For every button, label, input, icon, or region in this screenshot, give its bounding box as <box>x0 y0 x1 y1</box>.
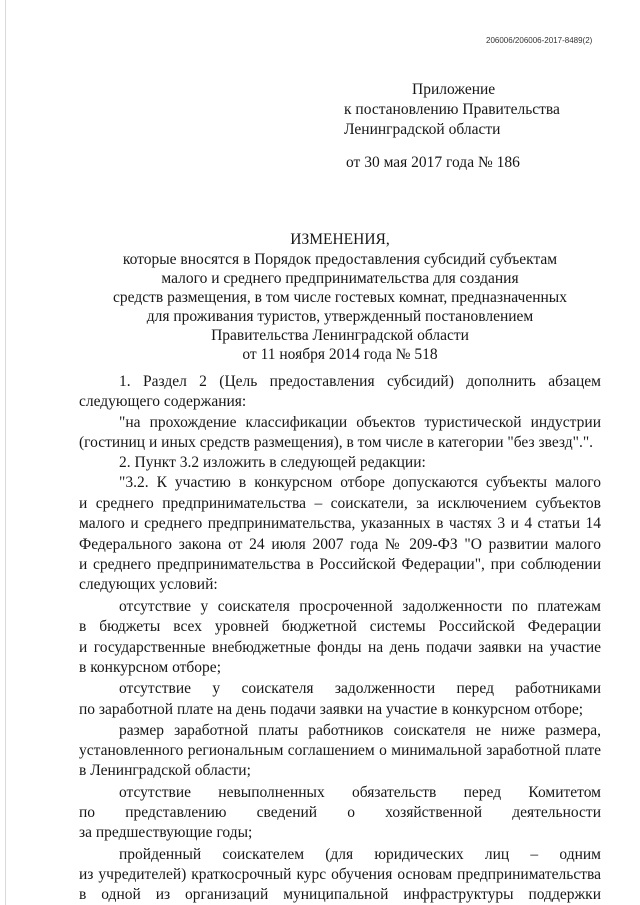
body-line: и среднего предпринимательства в Российской Федерации", при соблюдении <box>79 556 601 573</box>
title-line: которые вносятся в Порядок предоставления субсидий субъектам <box>122 251 558 268</box>
title-line: малого и среднего предпринимательства для создания <box>161 270 519 287</box>
body-line: "на прохождение классификации объектов туристической индустрии <box>119 414 601 431</box>
body-line: в конкурсном отборе; <box>79 659 221 676</box>
body-line: в Ленинградской области; <box>79 762 251 779</box>
body-line: размер заработной платы работников соискателя не ниже размера, <box>119 722 601 739</box>
body-line: 1. Раздел 2 (Цель предоставления субсидий) дополнить абзацем <box>119 373 601 390</box>
body-line: следующего содержания: <box>79 393 247 410</box>
body-line: отсутствие у соискателя задолженности перед работниками <box>119 680 601 697</box>
body-line: 2. Пункт 3.2 изложить в следующей редакции: <box>119 454 426 471</box>
body-line: следующих условий: <box>79 576 218 593</box>
body-line: Федерального закона от 24 июля 2007 года № 209-ФЗ "О развитии малого <box>79 536 601 553</box>
body-line: установленного региональным соглашением о минимальной заработной плате <box>79 742 601 759</box>
body-line: "3.2. К участию в конкурсном отборе допускаются субъекты малого <box>119 474 601 491</box>
body-line: в бюджеты всех уровней бюджетной системы Российской Федерации <box>79 618 601 635</box>
title-line: средств размещения, в том числе гостевых комнат, предназначенных <box>113 289 567 306</box>
appendix-region: Ленинградской области <box>344 121 501 138</box>
body-line: и государственные внебюджетные фонды на день подачи заявки на участие <box>79 639 601 656</box>
document-id: 206006/206006-2017-8489(2) <box>486 36 593 45</box>
body-line: по представлению сведений о хозяйственной деятельности <box>79 804 601 821</box>
appendix-date: от 30 мая 2017 года № 186 <box>346 154 520 171</box>
body-line: и среднего предпринимательства – соискатели, за исключением субъектов <box>79 495 601 512</box>
body-line: малого и среднего предпринимательства, указанных в частях 3 и 4 статьи 14 <box>79 515 601 532</box>
appendix-title: Приложение <box>412 81 496 98</box>
body-line: в одной из организаций муниципальной инфраструктуры поддержки <box>79 886 601 903</box>
body-line: отсутствие невыполненных обязательств перед Комитетом <box>119 784 601 801</box>
scan-edge-line <box>5 0 6 905</box>
document-heading: ИЗМЕНЕНИЯ, <box>290 231 390 248</box>
body-line: пройденный соискателем (для юридических лиц – одним <box>119 846 601 863</box>
body-line: из учредителей) краткосрочный курс обучения основам предпринимательства <box>79 866 601 883</box>
body-line: за предшествующие годы; <box>79 824 253 841</box>
title-line: Правительства Ленинградской области <box>211 327 469 344</box>
title-line: для проживания туристов, утвержденный постановлением <box>146 308 534 325</box>
title-line: от 11 ноября 2014 года № 518 <box>242 346 438 363</box>
body-line: (гостиниц и иных средств размещения), в том числе в категории "без звезд".". <box>79 434 594 451</box>
body-line: отсутствие у соискателя просроченной задолженности по платежам <box>119 598 601 615</box>
appendix-reference: к постановлению Правительства <box>344 101 560 118</box>
body-line: по заработной плате на день подачи заявки на участие в конкурсном отборе; <box>79 701 584 718</box>
